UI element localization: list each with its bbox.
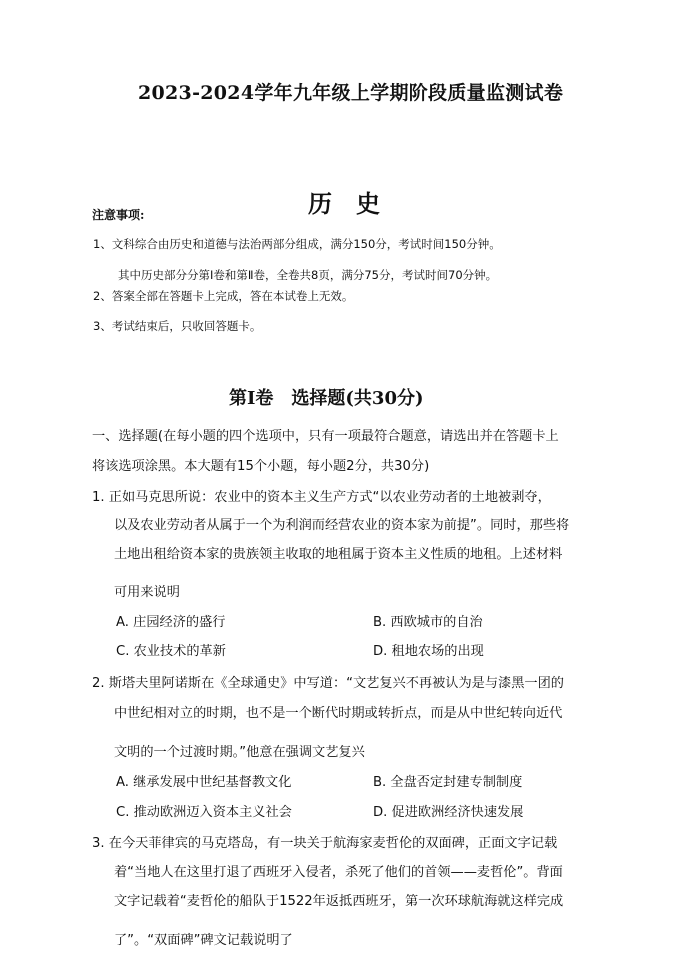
notice-item: 1、文科综合由历史和道德与法治两部分组成，满分150分，考试时间150分钟。 [93,237,501,251]
notice-item: 其中历史部分分第Ⅰ卷和第Ⅱ卷，全卷共8页，满分75分，考试时间70分钟。 [118,268,498,282]
notice-item: 2、答案全部在答题卡上完成，答在本试卷上无效。 [93,289,354,303]
question-2-option-d: D. 促进欧洲经济快速发展 [373,805,524,820]
section-instructions: 将该选项涂黑。本大题有15个小题，每小题2分，共30分) [92,459,430,474]
question-1-option-d: D. 租地农场的出现 [373,644,484,659]
question-1-text: 1. 正如马克思所说：农业中的资本主义生产方式“以农业劳动者的土地被剥夺， [92,490,551,505]
question-2-option-b: B. 全盘否定封建专制制度 [373,775,523,790]
question-1-option-b: B. 西欧城市的自治 [373,615,483,630]
question-1-text: 以及农业劳动者从属于一个为利润而经营农业的资本家为前提”。同时，那些将 [114,518,570,533]
question-2-text: 2. 斯塔夫里阿诺斯在《全球通史》中写道：“文艺复兴不再被认为是与漆黑一团的 [92,676,564,691]
exam-title: 2023-2024学年九年级上学期阶段质量监测试卷 [138,82,564,104]
question-1-text: 可用来说明 [114,585,180,600]
question-3-text: 了”。“双面碑”碑文记载说明了 [114,933,293,948]
question-3-text: 文字记载着“麦哲伦的船队于1522年返抵西班牙，第一次环球航海就这样完成 [114,894,564,909]
question-2-text: 中世纪相对立的时期，也不是一个断代时期或转折点，而是从中世纪转向近代 [114,706,563,721]
notice-heading: 注意事项: [92,208,145,222]
question-2-text: 文明的一个过渡时期。”他意在强调文艺复兴 [114,745,365,760]
question-1-option-c: C. 农业技术的革新 [116,644,226,659]
notice-item: 3、考试结束后，只收回答题卡。 [93,319,262,333]
question-1-text: 土地出租给资本家的贵族领主收取的地租属于资本主义性质的地租。上述材料 [114,547,563,562]
question-3-text: 3. 在今天菲律宾的马克塔岛，有一块关于航海家麦哲伦的双面碑，正面文字记载 [92,836,558,851]
section-title: 第Ⅰ卷 选择题(共30分) [229,388,424,409]
question-2-option-a: A. 继承发展中世纪基督教文化 [116,775,292,790]
section-instructions: 一、选择题(在每小题的四个选项中，只有一项最符合题意，请选出并在答题卡上 [92,429,559,444]
question-3-text: 着“当地人在这里打退了西班牙入侵者，杀死了他们的首领——麦哲伦”。背面 [114,865,563,880]
subject-title: 历史 [308,189,404,218]
question-1-option-a: A. 庄园经济的盛行 [116,615,226,630]
question-2-option-c: C. 推动欧洲迈入资本主义社会 [116,805,292,820]
